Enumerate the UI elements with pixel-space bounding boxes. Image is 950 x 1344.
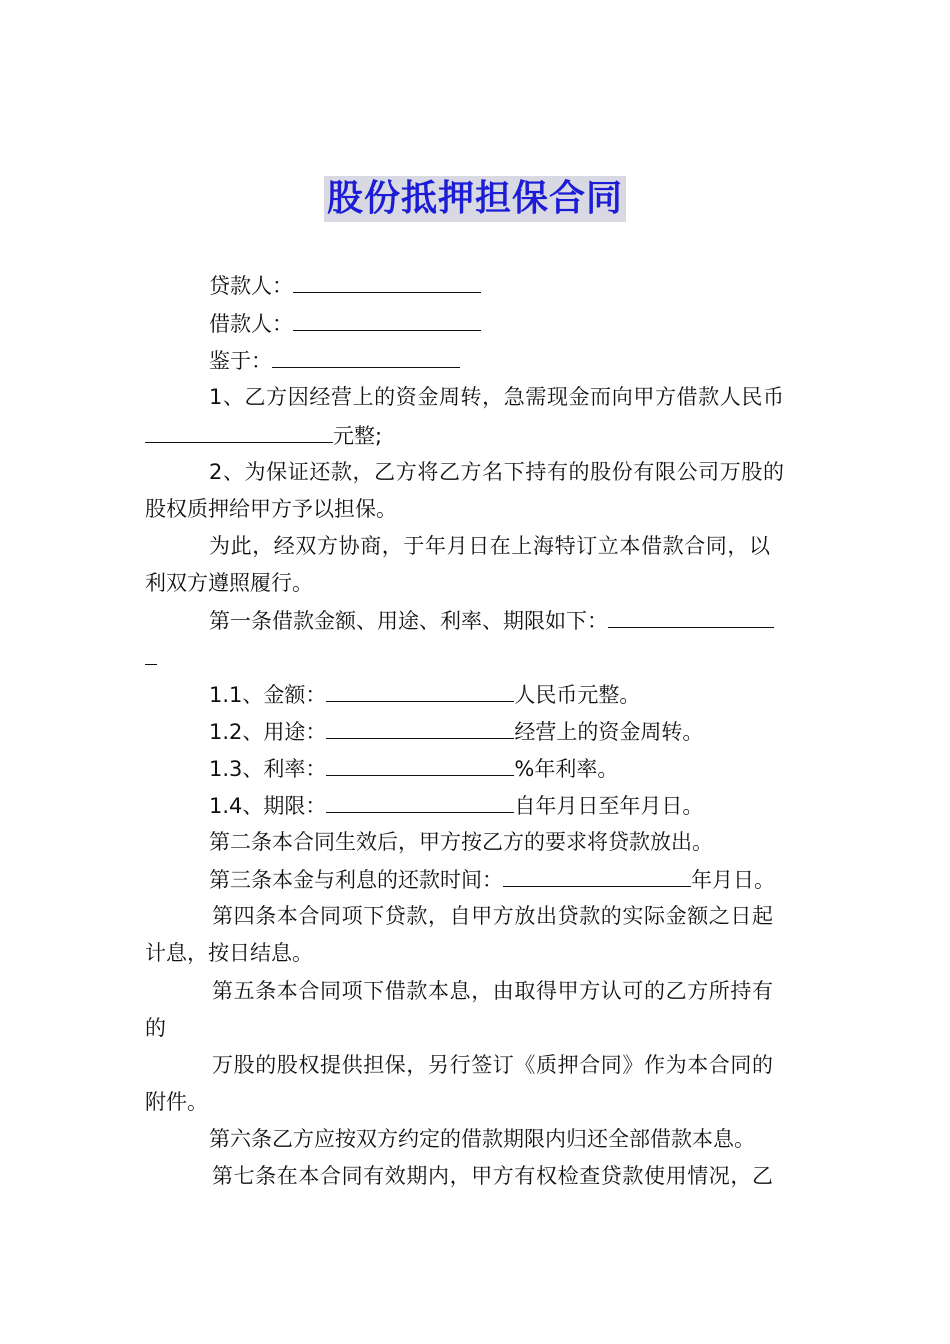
article-1-blank <box>608 605 774 628</box>
article-5-line-4: 附件。 <box>145 1090 208 1114</box>
borrower-blank <box>293 308 481 331</box>
whereas-blank <box>272 345 460 368</box>
whereas-label: 鉴于： <box>209 349 272 373</box>
article-4-line-1: 第四条本合同项下贷款，自甲方放出贷款的实际金额之日起 <box>212 904 774 928</box>
clause-1-1-suffix: 人民币元整。 <box>514 683 641 707</box>
article-5-line-1: 第五条本合同项下借款本息，由取得甲方认可的乙方所持有 <box>212 979 774 1003</box>
article-5-line-3: 万股的股权提供担保，另行签订《质押合同》作为本合同的 <box>212 1053 774 1077</box>
clause-1-1-blank <box>326 679 514 702</box>
article-5-line-2: 的 <box>145 1016 166 1040</box>
preamble-line-2: 利双方遵照履行。 <box>145 571 313 595</box>
recital-1-line-2 <box>145 420 382 451</box>
article-1-line-2 <box>145 642 157 673</box>
document-title <box>0 176 950 222</box>
clause-1-3-blank <box>326 753 514 776</box>
clause-1-1-label: 1.1、金额： <box>209 683 327 707</box>
recital-2-line-2: 股权质押给甲方予以担保。 <box>145 497 397 521</box>
lender-line <box>209 270 481 301</box>
article-3-text: 第三条本金与利息的还款时间： <box>209 868 503 892</box>
clause-1-2-suffix: 经营上的资金周转。 <box>514 720 704 744</box>
recital-1-suffix: 元整; <box>333 424 383 448</box>
clause-1-4-label: 1.4、期限： <box>209 794 327 818</box>
article-1-blank-continued <box>145 642 157 665</box>
clause-1-3-line <box>209 753 618 784</box>
article-6-line: 第六条乙方应按双方约定的借款期限内归还全部借款本息。 <box>209 1127 755 1151</box>
article-3-line <box>209 864 775 895</box>
lender-label: 贷款人： <box>209 274 293 298</box>
article-1-line-1 <box>209 605 774 636</box>
clause-1-3-suffix: %年利率。 <box>514 757 619 781</box>
preamble-line-1: 为此，经双方协商，于年月日在上海特订立本借款合同，以 <box>209 534 771 558</box>
clause-1-2-label: 1.2、用途： <box>209 720 327 744</box>
article-2-line: 第二条本合同生效后，甲方按乙方的要求将贷款放出。 <box>209 830 713 854</box>
article-3-blank <box>503 864 691 887</box>
document-title-text: 股份抵押担保合同 <box>324 176 626 222</box>
article-7-line-1: 第七条在本合同有效期内，甲方有权检查贷款使用情况，乙 <box>212 1164 774 1188</box>
article-3-suffix: 年月日。 <box>691 868 775 892</box>
clause-1-1-line <box>209 679 640 710</box>
borrower-label: 借款人： <box>209 312 293 336</box>
borrower-line <box>209 308 481 339</box>
article-1-text: 第一条借款金额、用途、利率、期限如下： <box>209 609 608 633</box>
whereas-line <box>209 345 460 376</box>
loan-amount-blank <box>145 420 333 443</box>
clause-1-4-suffix: 自年月日至年月日。 <box>514 794 704 818</box>
recital-1-line-1: 1、乙方因经营上的资金周转，急需现金而向甲方借款人民币 <box>209 385 785 409</box>
article-4-line-2: 计息，按日结息。 <box>145 941 313 965</box>
recital-2-line-1: 2、为保证还款，乙方将乙方名下持有的股份有限公司万股的 <box>209 460 785 484</box>
clause-1-3-label: 1.3、利率： <box>209 757 327 781</box>
clause-1-2-line <box>209 716 703 747</box>
lender-blank <box>293 270 481 293</box>
clause-1-4-line <box>209 790 703 821</box>
clause-1-2-blank <box>326 716 514 739</box>
clause-1-4-blank <box>326 790 514 813</box>
